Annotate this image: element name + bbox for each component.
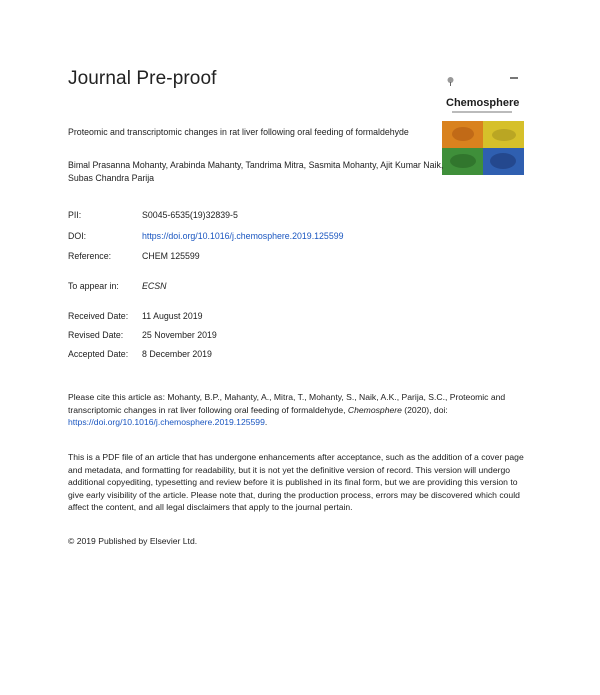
doi-link[interactable]: https://doi.org/10.1016/j.chemosphere.2019.125599	[142, 231, 344, 241]
citation-year: (2020), doi:	[401, 404, 448, 415]
accepted-label: Accepted Date:	[68, 349, 129, 359]
tree-icon	[446, 76, 455, 87]
journal-cover-image	[442, 121, 524, 175]
elsevier-logo	[446, 74, 455, 85]
journal-subtitle-line	[452, 111, 512, 113]
accepted-value: 8 December 2019	[142, 349, 212, 359]
reference-label: Reference:	[68, 251, 112, 261]
journal-name: Chemosphere	[446, 97, 520, 109]
received-label: Received Date:	[68, 311, 129, 321]
citation-doi-link[interactable]: https://doi.org/10.1016/j.chemosphere.2019.125599	[68, 417, 265, 427]
citation-end: .	[264, 417, 268, 427]
revised-label: Revised Date:	[68, 330, 124, 340]
citation-text: Please cite this article as: Mohanty, B.P., Mahanty, A., Mitra, T., Mohanty, S., Naik, A.K., Parija, S.C., Proteomic and transcriptomic changes in rat liver following oral feeding of formaldehyde,	[68, 392, 506, 415]
page-title: Journal Pre-proof	[68, 68, 217, 89]
doi-label: DOI:	[68, 231, 87, 241]
pii-value: S0045-6535(19)32839-5	[142, 210, 238, 220]
disclaimer-paragraph: This is a PDF file of an article that has undergone enhancements after acceptance, such as the addition of a cover page and metadata, and formatting for readability, but it is not yet the definitive version of record. This version will undergo additional copyediting, typesetting and review before it is published in its final form, but we are providing this version to give early visibility of the article. Please note that, during the production process, errors may be discovered which could affect the content, and all legal disclaimers that apply to the journal pertain.	[68, 452, 524, 512]
reference-value: CHEM 125599	[142, 251, 200, 261]
received-value: 11 August 2019	[142, 311, 203, 321]
citation-journal: Chemosphere	[347, 404, 402, 415]
pii-label: PII:	[68, 210, 82, 220]
article-title: Proteomic and transcriptomic changes in rat liver following oral feeding of formaldehyde	[68, 127, 409, 137]
appear-value: ECSN	[142, 281, 167, 291]
copyright-notice: © 2019 Published by Elsevier Ltd.	[68, 536, 198, 546]
citation-paragraph	[68, 391, 530, 429]
article-authors: Bimal Prasanna Mohanty, Arabinda Mahanty, Tandrima Mitra, Sasmita Mohanty, Ajit Kumar Naik, Subas Chandra Parija	[68, 160, 444, 183]
revised-value: 25 November 2019	[142, 330, 217, 340]
appear-label: To appear in:	[68, 281, 119, 291]
journal-mark	[510, 77, 518, 79]
